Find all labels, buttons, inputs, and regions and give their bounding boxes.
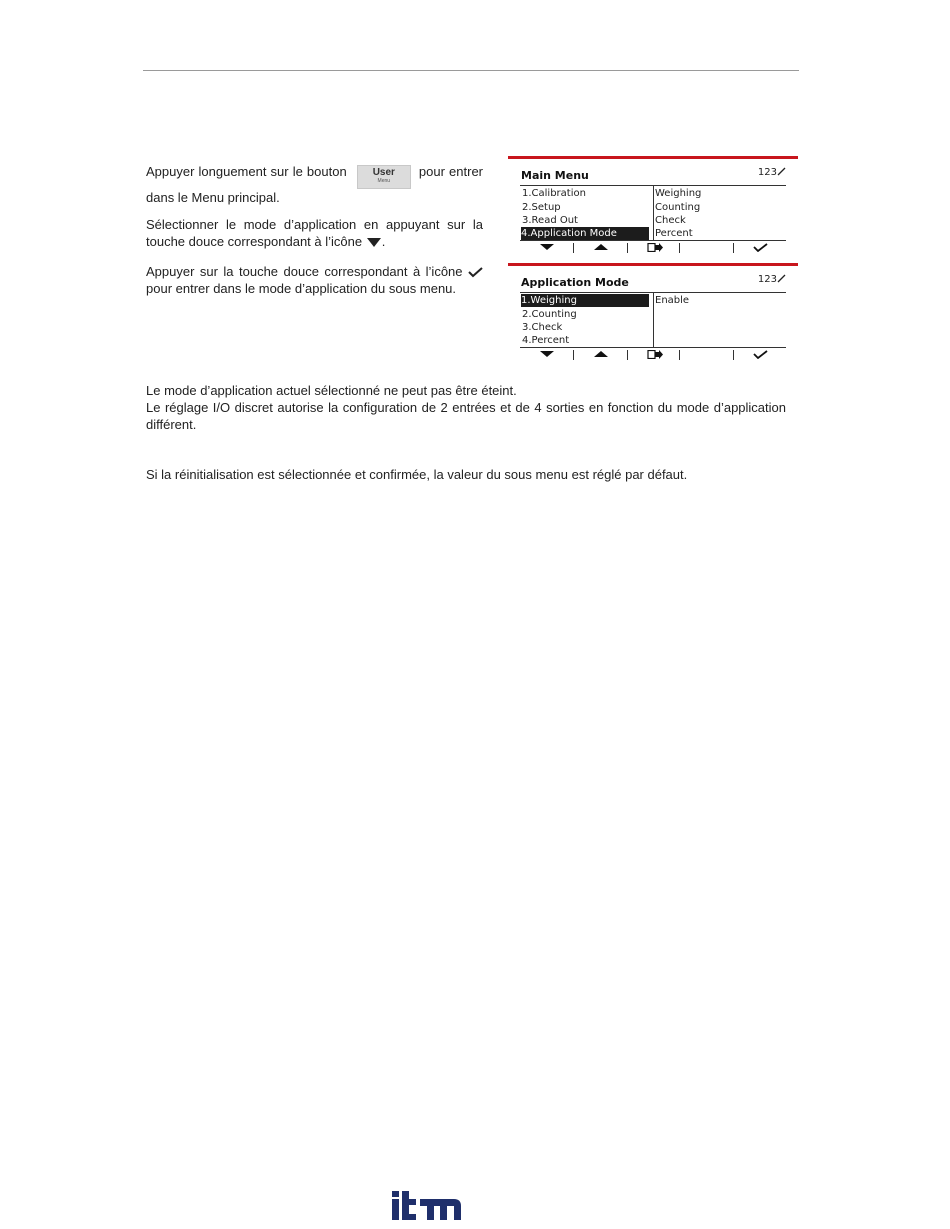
softkey-divider [520,240,786,241]
exit-icon [647,350,663,359]
softkey-confirm[interactable] [734,243,786,253]
exit-icon [647,243,663,252]
user-menu-button-image [357,165,411,189]
down-arrow-icon [366,237,382,248]
step-1-text-after: pour entrer dans le Menu principal. [146,164,483,205]
down-arrow-icon [539,243,555,251]
softkey-exit[interactable] [628,350,681,360]
step-2-text-after: . [381,234,386,249]
submenu-value-percent: Percent [655,228,693,239]
softkey-divider [520,347,786,348]
menu-button-sublabel: Menu [377,178,391,184]
softkey-exit[interactable] [628,243,681,253]
menu-item-weighing[interactable]: 1.Weighing [521,294,649,307]
instruction-step-3 [146,263,483,297]
application-mode-title: Application Mode [521,276,629,289]
check-icon [753,243,768,252]
menu-item-counting[interactable]: 2.Counting [522,309,577,320]
softkey-blank[interactable] [680,350,733,360]
keypad-indicator [758,274,786,285]
menu-item-percent[interactable]: 4.Percent [522,335,570,346]
submenu-value-enable: Enable [655,295,690,306]
menu-item-read-out[interactable]: 3.Read Out [522,215,578,226]
submenu-value-counting: Counting [655,202,701,213]
indicator-text: 123 [757,274,777,285]
header-rule [143,70,799,71]
up-arrow-icon [593,243,609,251]
down-arrow-icon [539,350,555,358]
itm-logo [391,1189,463,1221]
indicator-text: 123 [757,167,777,178]
column-divider [653,185,654,241]
note-current-mode: Le mode d’application actuel sélectionné ne peut pas être éteint. [146,383,517,398]
submenu-value-weighing: Weighing [655,188,702,199]
check-icon [468,267,483,278]
softkey-up[interactable] [574,243,627,253]
step-3-text-after: pour entrer dans le mode d’application du sous menu. [146,281,457,296]
menu-item-setup[interactable]: 2.Setup [522,202,561,213]
softkey-confirm[interactable] [734,350,786,360]
submenu-value-check: Check [655,215,686,226]
main-menu-title: Main Menu [521,169,589,182]
instruction-step-1 [146,163,483,206]
pencil-icon [777,167,786,176]
main-menu-screen [508,156,798,253]
menu-item-calibration[interactable]: 1.Calibration [522,188,586,199]
softkey-down[interactable] [520,350,573,360]
up-arrow-icon [593,350,609,358]
column-divider [653,292,654,348]
step-1-text-before: Appuyer longuement sur le bouton [146,164,347,179]
note-reset: Si la réinitialisation est sélectionnée et confirmée, la valeur du sous menu est réglé par défaut. [146,467,688,482]
softkey-down[interactable] [520,243,573,253]
keypad-indicator [758,167,786,178]
step-3-text-before: Appuyer sur la touche douce correspondant à l’icône [146,264,463,279]
step-2-text-before: Sélectionner le mode d’application en appuyant sur la touche douce correspondant à l’icône [146,217,483,249]
pencil-icon [777,274,786,283]
softkey-up[interactable] [574,350,627,360]
softkey-bar [520,350,786,360]
softkey-blank[interactable] [680,243,733,253]
note-discrete-io: Le réglage I/O discret autorise la configuration de 2 entrées et de 4 sorties en fonction du mode d’application différent. [146,400,786,432]
application-mode-screen [508,263,798,360]
check-icon [753,350,768,359]
menu-item-check[interactable]: 3.Check [522,322,563,333]
menu-item-application-mode[interactable]: 4.Application Mode [521,227,649,240]
instruction-step-2 [146,216,483,250]
user-button-label: User [372,167,395,178]
softkey-bar [520,243,786,253]
